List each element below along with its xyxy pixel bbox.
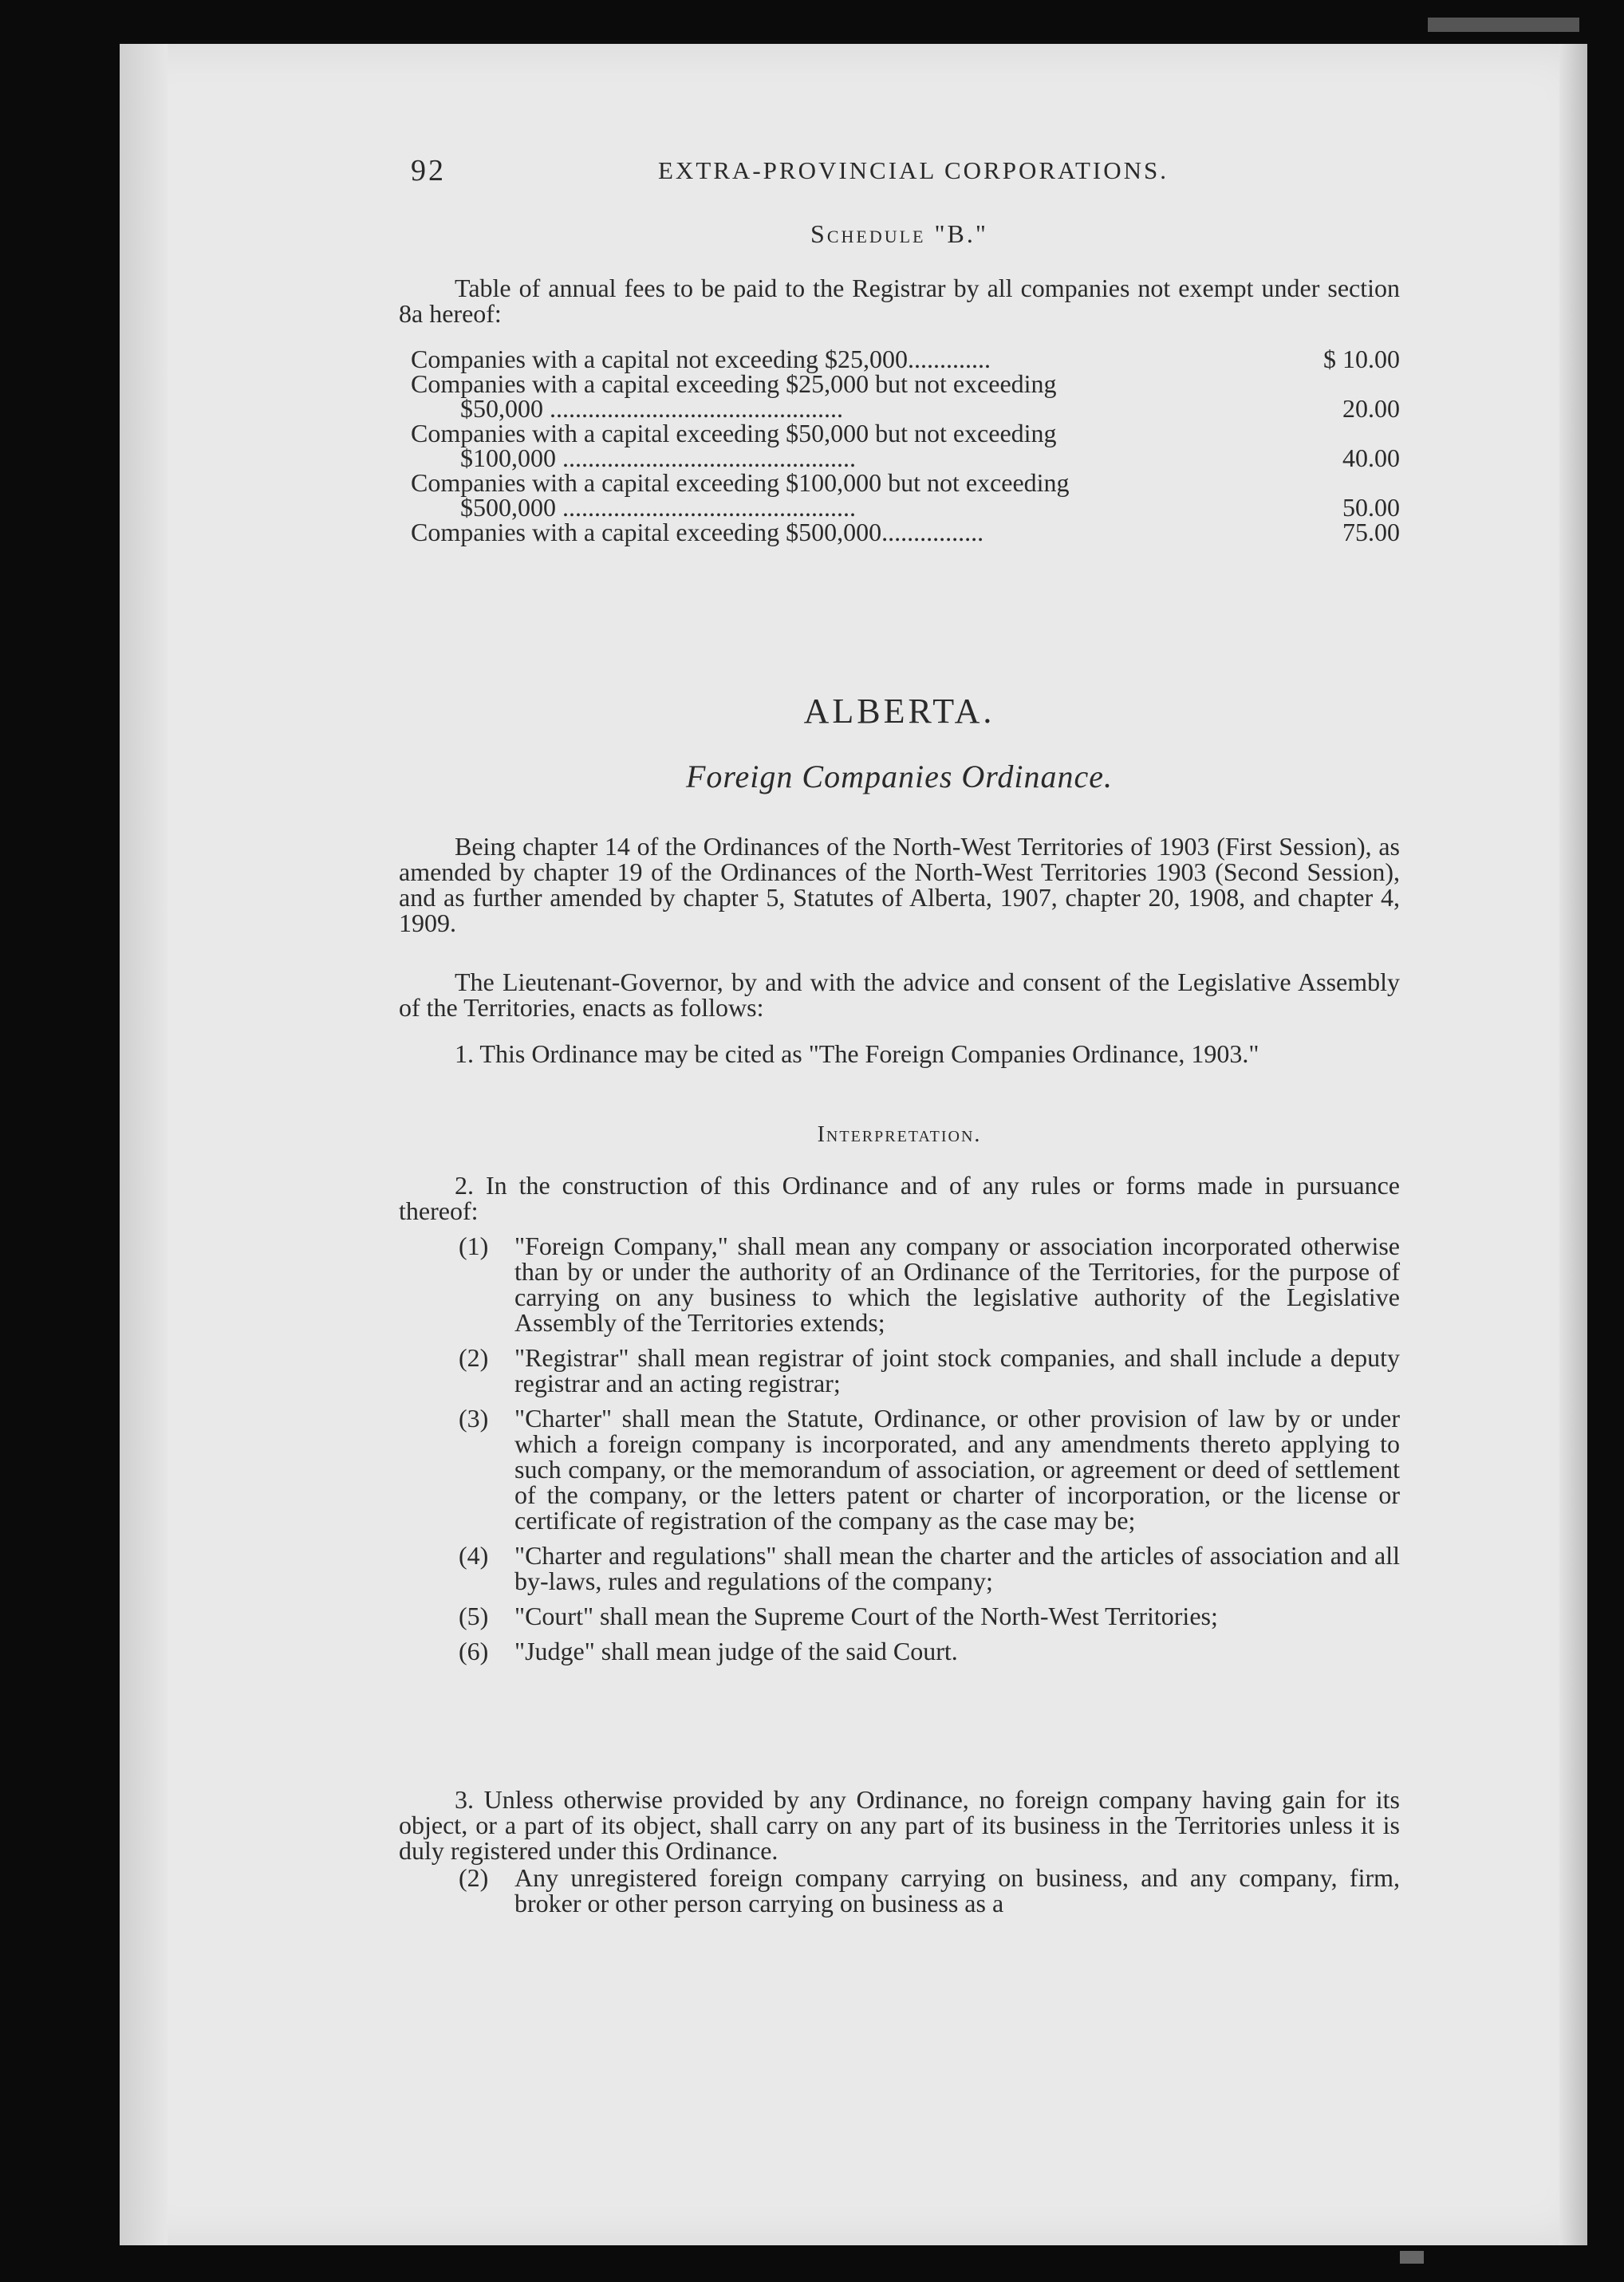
subsection-label: (2): [459, 1863, 489, 1892]
page-left-edge: [120, 44, 168, 2245]
fee-description: Companies with a capital not exceeding $25,000.............: [411, 345, 991, 373]
fee-amount: $ 10.00: [1323, 345, 1400, 373]
fee-amount: 50.00: [1342, 493, 1400, 522]
definition-item: [399, 1638, 1400, 1664]
running-title: EXTRA-PROVINCIAL CORPORATIONS.: [658, 156, 1169, 184]
subsection-item: [399, 1865, 1400, 1916]
fee-description: Companies with a capital exceeding $25,000 but not exceeding: [411, 369, 1057, 398]
interpretation-heading: Interpretation.: [817, 1122, 982, 1147]
definition-text: "Court" shall mean the Supreme Court of the North-West Territories;: [514, 1602, 1218, 1630]
fee-amount: 75.00: [1342, 518, 1400, 546]
section-3-subsection: [399, 1865, 1400, 1916]
scan-mark: [1428, 18, 1579, 32]
schedule-intro: Table of annual fees to be paid to the Registrar by all companies not exempt under section 8a hereof:: [399, 274, 1400, 328]
definition-label: (2): [459, 1343, 489, 1372]
definition-label: (5): [459, 1602, 489, 1630]
section-3: 3. Unless otherwise provided by any Ordinance, no foreign company having gain for its object, or a part of its object, shall carry on any part of its business in the Territories unless it is duly registered under this Ordinance.: [399, 1785, 1400, 1865]
definition-item: [399, 1603, 1400, 1629]
fee-description: Companies with a capital exceeding $50,000 but not exceeding: [411, 419, 1057, 447]
fee-table: [411, 347, 1400, 545]
definition-label: (6): [459, 1637, 489, 1665]
fee-description-continued: $100,000 ..............................................: [460, 443, 856, 472]
fee-description: Companies with a capital exceeding $500,000................: [411, 518, 984, 546]
fee-description-continued: $500,000 ..............................................: [460, 493, 856, 522]
definition-text: "Foreign Company," shall mean any company or association incorporated otherwise than by or under the authority of an Ordinance of the Territories, for the purpose of carrying on any business to which the legislative authority of the Legislative Assembly of the Territories extends;: [514, 1232, 1400, 1337]
definition-label: (4): [459, 1541, 489, 1570]
ordinance-title: Foreign Companies Ordinance.: [686, 759, 1113, 794]
fee-description-continued: $50,000 ..............................................: [460, 394, 843, 423]
fee-description: Companies with a capital exceeding $100,000 but not exceeding: [411, 468, 1070, 497]
fee-amount: 20.00: [1342, 394, 1400, 423]
enacting-clause: The Lieutenant-Governor, by and with the advice and consent of the Legislative Assembly of the Territories, enacts as follows:: [399, 968, 1400, 1022]
fee-row: [411, 369, 1400, 423]
fee-row: [411, 347, 1400, 372]
fee-row: [411, 421, 1400, 471]
definition-item: [399, 1405, 1400, 1533]
definition-text: "Charter" shall mean the Statute, Ordinance, or other provision of law by or under which a foreign company is incorporated, and any amendments thereto applying to such company, or the memorandum of association, or agreement or deed of settlement of the company, or the letters patent or charter of incorporation, or the license or certificate of registration of the company as the case may be;: [514, 1404, 1400, 1535]
history-note: Being chapter 14 of the Ordinances of the North-West Territories of 1903 (First Session), as amended by chapter 19 of the Ordinances of the North-West Territories 1903 (Second Session), and as further amended by chapter 5, Statutes of Alberta, 1907, chapter 20, 1908, and chapter 4, 1909.: [399, 832, 1400, 937]
definition-label: (3): [459, 1404, 489, 1433]
scan-mark: [1400, 2251, 1424, 2264]
fee-amount: 40.00: [1342, 443, 1400, 472]
section-2-intro: 2. In the construction of this Ordinance and of any rules or forms made in pursuance thereof:: [399, 1171, 1400, 1225]
definition-item: [399, 1543, 1400, 1594]
section-1: 1. This Ordinance may be cited as "The Foreign Companies Ordinance, 1903.": [455, 1039, 1259, 1068]
page-right-edge: [1559, 44, 1587, 2245]
schedule-title: Schedule "B.": [810, 219, 988, 248]
definition-text: "Charter and regulations" shall mean the charter and the articles of association and all by-laws, rules and regulations of the company;: [514, 1541, 1400, 1595]
fee-row: [411, 468, 1400, 522]
definition-item: [399, 1233, 1400, 1335]
running-head: [411, 153, 1400, 193]
definition-label: (1): [459, 1232, 489, 1260]
definition-text: "Registrar" shall mean registrar of joint stock companies, and shall include a deputy registrar and an acting registrar;: [514, 1343, 1400, 1397]
definition-item: [399, 1345, 1400, 1396]
definitions-list: [399, 1233, 1400, 1664]
fee-row: [411, 520, 1400, 545]
subsection-text: Any unregistered foreign company carrying on business, and any company, firm, broker or other person carrying on business as a: [514, 1863, 1400, 1917]
section-heading: ALBERTA.: [803, 692, 995, 731]
page-number: 92: [411, 154, 446, 187]
definition-text: "Judge" shall mean judge of the said Court.: [514, 1637, 958, 1665]
